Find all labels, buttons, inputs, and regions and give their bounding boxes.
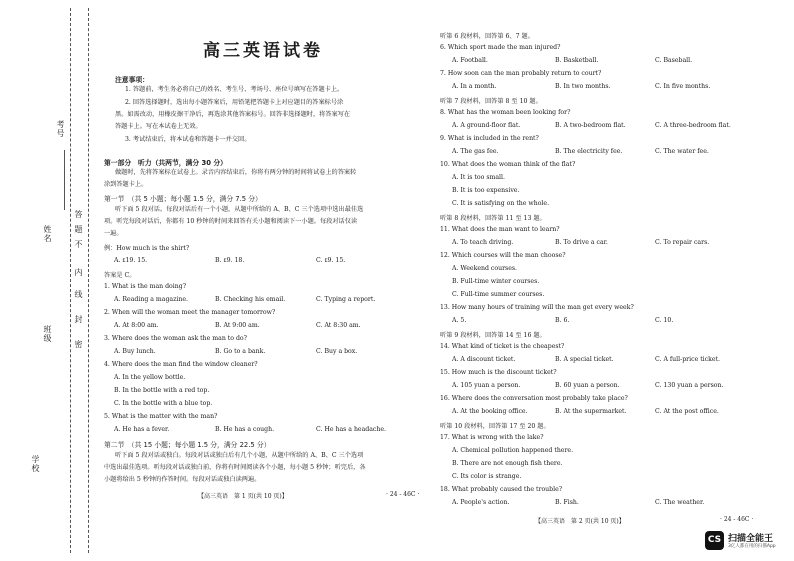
- question: 13. How many hours of training will the man get every week?: [440, 304, 634, 311]
- intro-line: 做题时，先将答案标在试卷上。录音内容结束后，你将有两分钟的时间将试卷上的答案转: [115, 169, 357, 176]
- question: 17. What is wrong with the lake?: [440, 434, 544, 441]
- seal-line-inner: [88, 8, 89, 553]
- question: 10. What does the woman think of the flat?: [440, 161, 576, 168]
- option: A. Chemical pollution happened there.: [452, 447, 574, 454]
- option: B. 6.: [555, 317, 570, 324]
- example-question: 例：How much is the shirt?: [104, 245, 190, 252]
- option: A. To teach driving.: [452, 239, 514, 246]
- question: 16. Where does the conversation most probably take place?: [440, 395, 628, 402]
- option: C. ₤9. 15.: [316, 257, 346, 264]
- option: B. A special ticket.: [555, 356, 614, 363]
- section-heading: 第一节 （共 5 小题；每小题 1.5 分，满分 7.5 分）: [104, 195, 262, 203]
- option: B. Checking his email.: [215, 296, 286, 303]
- seal-char: 封: [74, 315, 83, 324]
- class-label: 班级: [43, 325, 52, 343]
- seal-char: 答: [74, 210, 83, 219]
- option: C. 130 yuan a person.: [655, 382, 724, 389]
- option: C. Full-time summer courses.: [452, 291, 545, 298]
- watermark-subtitle: 3亿人都在用的扫描App: [728, 544, 776, 549]
- instruction-line: 一遍。: [104, 230, 123, 237]
- material-heading: 听第 9 段材料，回答第 14 至 16 题。: [440, 332, 546, 339]
- camscanner-logo-icon: CS: [705, 531, 724, 550]
- option: A. It is too small.: [452, 174, 505, 181]
- option: C. At the post office.: [655, 408, 719, 415]
- part-heading: 第一部分 听力（共两节，满分 30 分）: [104, 159, 227, 167]
- option: B. Full-time winter courses.: [452, 278, 540, 285]
- question: 14. What kind of ticket is the cheapest?: [440, 343, 565, 350]
- example-answer: 答案是 C。: [104, 272, 136, 279]
- question: 7. How soon can the man probably return to court?: [440, 70, 602, 77]
- page-code: · 24 - 46C ·: [720, 516, 754, 523]
- option: C. Its color is strange.: [452, 473, 522, 480]
- option: C. At 8:30 am.: [316, 322, 361, 329]
- option: A. People's action.: [452, 499, 510, 506]
- option: A. In the yellow bottle.: [114, 374, 186, 381]
- seal-char: 线: [74, 290, 83, 299]
- question: 12. Which courses will the man choose?: [440, 252, 566, 259]
- option: C. The weather.: [655, 499, 705, 506]
- page-footer: 【高三英语 第 1 页(共 10 页)】: [198, 493, 288, 500]
- option: B. Go to a bank.: [215, 348, 266, 355]
- notice-line: 2. 回答选择题时，选出每小题答案后，用铅笔把答题卡上对应题目的答案标号涂: [125, 99, 344, 106]
- option: C. Typing a report.: [316, 296, 376, 303]
- option: B. Fish.: [555, 499, 579, 506]
- watermark-title: 扫描全能王: [728, 534, 774, 544]
- option: B. Basketball.: [555, 57, 599, 64]
- exam-no-underline: [64, 150, 65, 210]
- section-heading: 第二节 （共 15 小题；每小题 1.5 分，满分 22.5 分）: [104, 441, 271, 449]
- question: 15. How much is the discount ticket?: [440, 369, 557, 376]
- option: A. At the booking office.: [452, 408, 528, 415]
- option: B. 60 yuan a person.: [555, 382, 620, 389]
- instruction-line: 中选出最佳选项。听每段对话或独白前，你将有时间阅读各个小题，每小题 5 秒钟；听完后，各: [104, 464, 366, 471]
- question: 9. What is included in the rent?: [440, 135, 539, 142]
- material-heading: 听第 10 段材料，回答第 17 至 20 题。: [440, 423, 550, 430]
- instruction-line: 项。听完每段对话后，你都有 10 秒钟的时间来回答有关小题和阅读下一小题。每段对话仅读: [104, 218, 358, 225]
- name-label: 姓名: [43, 225, 52, 243]
- instruction-line: 小题将给出 5 秒钟的作答时间。每段对话或独白读两遍。: [104, 476, 261, 483]
- seal-char: 内: [74, 268, 83, 277]
- option: C. In five months.: [655, 83, 711, 90]
- option: A. In a month.: [452, 83, 497, 90]
- school-label: 学校: [31, 455, 40, 473]
- material-heading: 听第 6 段材料，回答第 6、7 题。: [440, 33, 534, 40]
- option: A. Reading a magazine.: [114, 296, 188, 303]
- material-heading: 听第 7 段材料，回答第 8 至 10 题。: [440, 98, 542, 105]
- option: B. To drive a car.: [555, 239, 608, 246]
- option: A. He has a fever.: [114, 426, 170, 433]
- option: A. The gas fee.: [452, 148, 499, 155]
- option: A. Buy lunch.: [114, 348, 156, 355]
- material-heading: 听第 8 段材料，回答第 11 至 13 题。: [440, 215, 546, 222]
- option: C. The water fee.: [655, 148, 709, 155]
- page-title: 高三英语试卷: [203, 41, 323, 61]
- option: C. A three-bedroom flat.: [655, 122, 731, 129]
- option: B. ₤9. 18.: [215, 257, 245, 264]
- option: B. At 9:00 am.: [215, 322, 260, 329]
- seal-line-outer: [70, 8, 71, 553]
- option: B. It is too expensive.: [452, 187, 520, 194]
- question: 4. Where does the man find the window cleaner?: [104, 361, 258, 368]
- option: B. A two-bedroom flat.: [555, 122, 626, 129]
- instruction-line: 听下面 5 段对话。每段对话后有一个小题，从题中所给的 A、B、C 三个选项中选出最佳选: [115, 206, 364, 213]
- intro-line: 涂到答题卡上。: [104, 181, 148, 188]
- option: C. In the bottle with a blue top.: [114, 400, 213, 407]
- option: A. Weekend courses.: [452, 265, 518, 272]
- option: C. 10.: [655, 317, 674, 324]
- option: A. Football.: [452, 57, 488, 64]
- option: A. At 8:00 am.: [114, 322, 159, 329]
- option: B. In two months.: [555, 83, 611, 90]
- option: C. Baseball.: [655, 57, 693, 64]
- scanner-watermark: [705, 530, 785, 552]
- option: B. The electricity fee.: [555, 148, 623, 155]
- option: A. 105 yuan a person.: [452, 382, 521, 389]
- notice-line: 3. 考试结束后，将本试卷和答题卡一并交回。: [125, 136, 251, 143]
- option: C. A full-price ticket.: [655, 356, 720, 363]
- seal-char: 不: [74, 240, 83, 249]
- option: B. He has a cough.: [215, 426, 275, 433]
- option: A. 5.: [452, 317, 467, 324]
- option: B. In the bottle with a red top.: [114, 387, 210, 394]
- option: A. ₤19. 15.: [114, 257, 148, 264]
- question: 3. Where does the woman ask the man to do?: [104, 335, 247, 342]
- seal-char: 密: [74, 340, 83, 349]
- option: A. A discount ticket.: [452, 356, 516, 363]
- option: C. He has a headache.: [316, 426, 387, 433]
- exam-number-label: 考号: [56, 120, 65, 138]
- option: C. Buy a box.: [316, 348, 358, 355]
- question: 18. What probably caused the trouble?: [440, 486, 563, 493]
- option: A. A ground-floor flat.: [452, 122, 521, 129]
- notice-line: 1. 答题前，考生务必将自己的姓名、考生号、考场号、座位号填写在答题卡上。: [125, 86, 344, 93]
- page-footer: 【高三英语 第 2 页(共 10 页)】: [535, 518, 625, 525]
- notice-line: 黑。如需改动，用橡皮擦干净后，再选涂其他答案标号。回答非选择题时，将答案写在: [115, 111, 351, 118]
- option: C. It is satisfying on the whole.: [452, 200, 550, 207]
- question: 11. What does the man want to learn?: [440, 226, 560, 233]
- question: 1. What is the man doing?: [104, 283, 187, 290]
- instruction-line: 听下面 5 段对话或独白。每段对话或独白后有几个小题，从题中所给的 A、B、C 三个选项: [115, 452, 364, 459]
- page-code: · 24 - 46C ·: [386, 491, 420, 498]
- option: C. To repair cars.: [655, 239, 710, 246]
- notice-heading: 注意事项：: [115, 76, 149, 84]
- binding-strip: [0, 0, 92, 561]
- option: B. At the supermarket.: [555, 408, 627, 415]
- question: 2. When will the woman meet the manager tomorrow?: [104, 309, 276, 316]
- seal-char: 题: [74, 225, 83, 234]
- question: 6. Which sport made the man injured?: [440, 44, 561, 51]
- question: 8. What has the woman been looking for?: [440, 109, 571, 116]
- option: B. There are not enough fish there.: [452, 460, 563, 467]
- question: 5. What is the matter with the man?: [104, 413, 218, 420]
- notice-line: 答题卡上。写在本试卷上无效。: [115, 123, 202, 130]
